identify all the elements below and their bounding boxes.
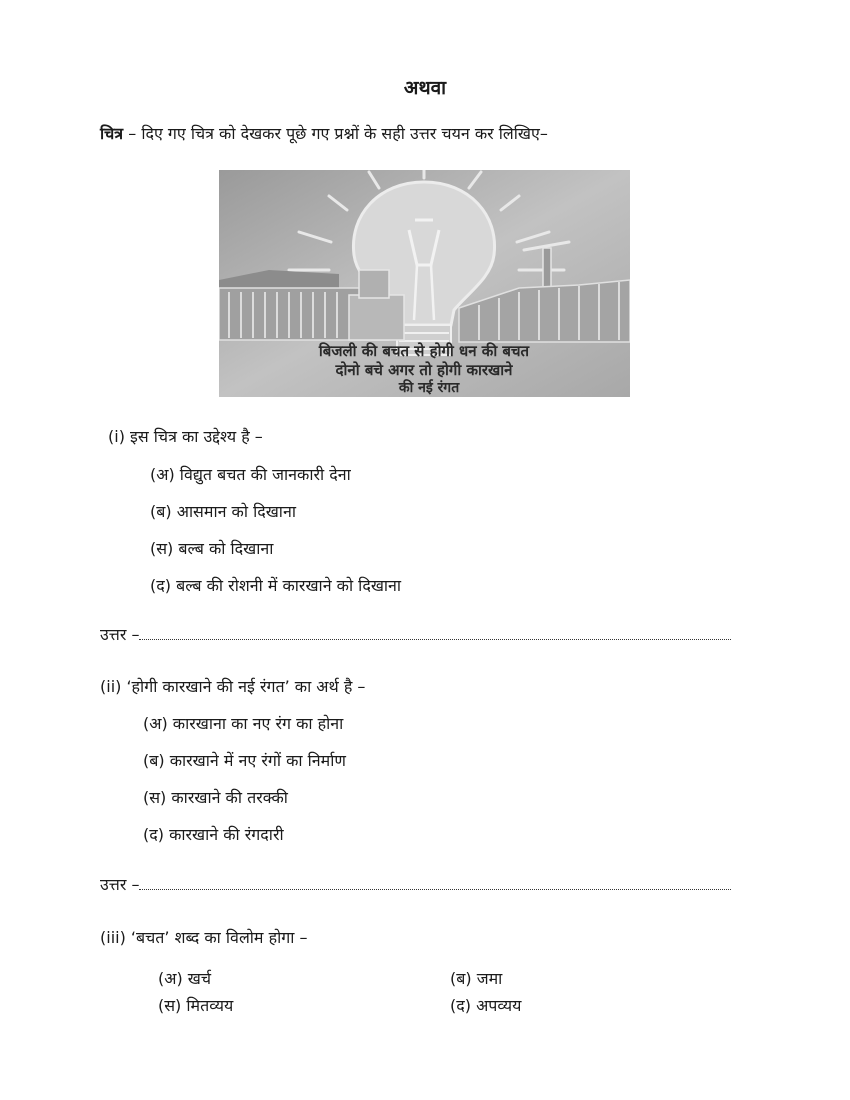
question-1-option-d: (द) बल्ब की रोशनी में कारखाने को दिखाना <box>150 576 402 595</box>
question-2-text: ‘होगी कारखाने की नई रंगत’ का अर्थ है – <box>126 677 366 696</box>
question-2-option-b: (ब) कारखाने में नए रंगों का निर्माण <box>143 751 346 770</box>
heading: अथवा <box>403 77 447 99</box>
caption-line-3: की नई रंगत <box>398 380 460 396</box>
question-3-option-b: (ब) जमा <box>450 969 503 988</box>
poster-figure <box>219 170 630 397</box>
question-3-option-c: (स) मितव्यय <box>158 996 234 1015</box>
question-3-option-a: (अ) खर्च <box>158 969 212 988</box>
instruction-label: चित्र <box>100 124 124 143</box>
question-3-option-d: (द) अपव्यय <box>450 996 522 1015</box>
question-1-option-a: (अ) विद्युत बचत की जानकारी देना <box>150 465 351 484</box>
factory-left <box>219 270 404 340</box>
question-2-option-c: (स) कारखाने की तरक्की <box>143 788 288 807</box>
question-1-text: इस चित्र का उद्देश्य है – <box>130 427 263 446</box>
question-1-option-c: (स) बल्ब को दिखाना <box>150 539 274 558</box>
question-2-number: (ii) <box>100 677 122 696</box>
question-1-option-b: (ब) आसमान को दिखाना <box>150 502 296 521</box>
question-3 <box>100 926 307 948</box>
question-2-option-d: (द) कारखाने की रंगदारी <box>143 825 284 844</box>
caption-line-1: बिजली की बचत से होगी धन की बचत <box>318 342 530 360</box>
answer-2-blank[interactable] <box>139 888 731 890</box>
question-2-option-a: (अ) कारखाना का नए रंग का होना <box>143 714 344 733</box>
answer-1-blank[interactable] <box>139 638 731 640</box>
question-3-text: ‘बचत’ शब्द का विलोम होगा – <box>130 928 308 947</box>
answer-2-label: उत्तर – <box>100 875 140 894</box>
instruction <box>100 122 548 144</box>
answer-line-2 <box>100 873 731 895</box>
caption-line-2: दोनो बचे अगर तो होगी कारखाने <box>335 361 513 379</box>
instruction-text: – दिए गए चित्र को देखकर पूछे गए प्रश्नों के सही उत्तर चयन कर लिखिए– <box>123 124 548 143</box>
answer-line-1 <box>100 623 731 645</box>
question-1-number: (i) <box>108 427 125 446</box>
question-3-number: (iii) <box>100 928 126 947</box>
answer-1-label: उत्तर – <box>100 625 140 644</box>
question-2 <box>100 675 365 697</box>
question-1 <box>108 425 263 447</box>
